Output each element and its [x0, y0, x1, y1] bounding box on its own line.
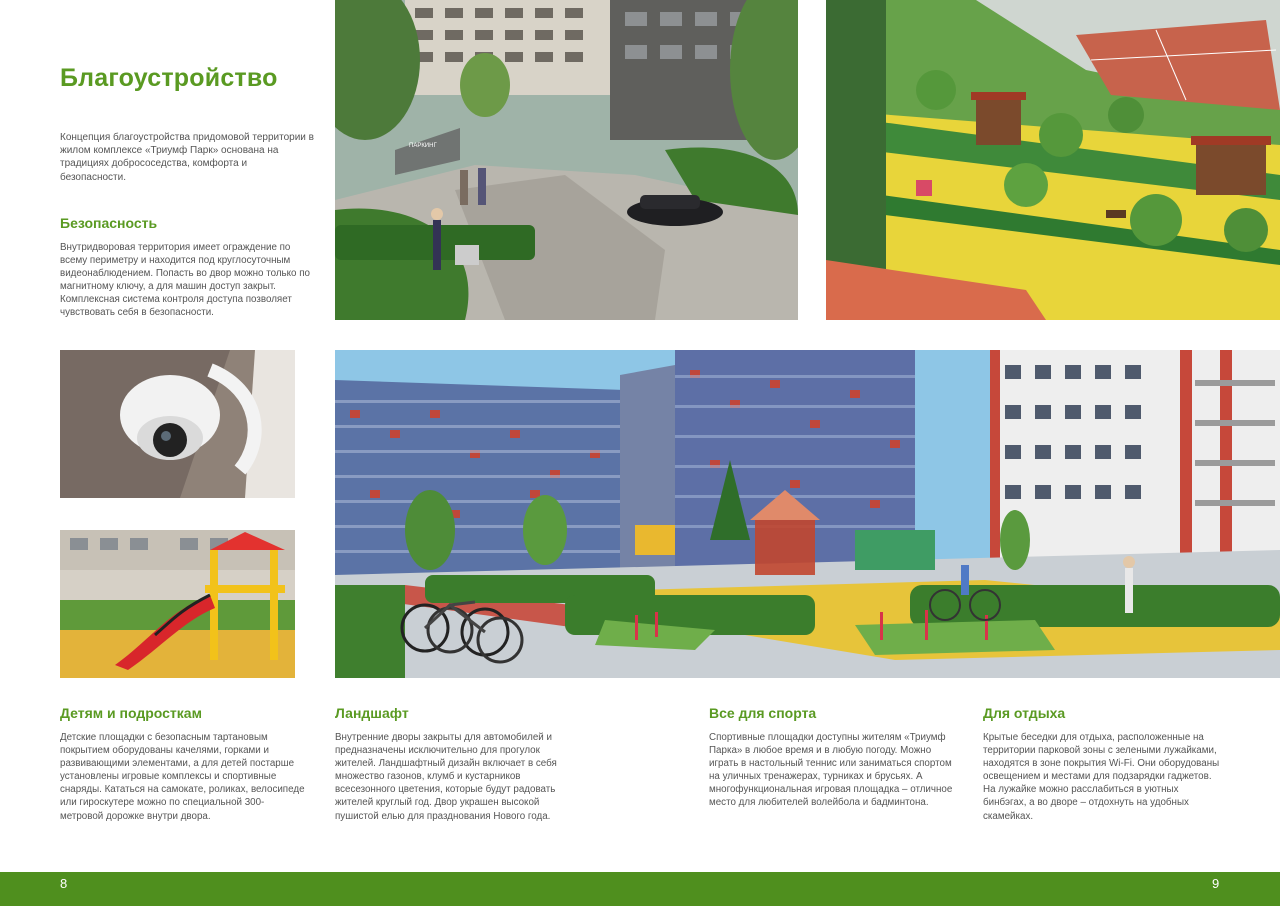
sport-title: Все для спорта: [709, 705, 817, 721]
rest-title: Для отдыха: [983, 705, 1066, 721]
entrance-gate-photo: [335, 0, 798, 320]
aerial-courtyard-photo: [826, 0, 1280, 320]
footer-bar: [0, 872, 1280, 906]
page-number-right: 9: [1212, 876, 1220, 891]
rest-text: Крытые беседки для отдыха, расположенные на территории парковой зоны с зелеными лужайками, находятся в зоне покрытия Wi-Fi. Они оборудованы освещением и местами для подзарядки гаджетов. На лужайке можно расслабиться в уютных бинбэгах, а во дворе – отдохнуть на удобных скамейках.: [983, 732, 1220, 822]
security-text: Внутридворовая территория имеет ограждение по всему периметру и находится под круглосуточным видеонаблюдением. Попасть во двор можно только по магнитному ключу, а для машин доступ закрыт. Комплексная система контроля доступа позволяет чувствовать себя в безопасности.: [60, 242, 310, 319]
cctv-camera-photo: [60, 350, 295, 498]
page-title: Благоустройство: [60, 64, 278, 92]
intro-text: Концепция благоустройства придомовой территории в жилом комплексе «Триумф Парк» основана на традициях добрососедства, комфорта и безопасности.: [60, 132, 314, 183]
courtyard-panorama-photo: [335, 350, 1280, 678]
kids-text: Детские площадки с безопасным тартановым покрытием оборудованы качелями, горками и развивающими элементами, а для детей постарше установлены игровые комплексы и спортивные снаряды. Кататься на самокате, роликах, велосипеде или гироскутере можно по специальной 300-метровой дорожке внутри двора.: [60, 732, 305, 822]
security-title: Безопасность: [60, 215, 158, 231]
sport-text: Спортивные площадки доступны жителям «Триумф Парка» в любое время и в любую погоду. Можно играть в настольный теннис или заниматься спортом на уличных тренажерах, турниках и брусьях. А многофункциональная игровая площадка – отличное место для любителей волейбола и бадминтона.: [709, 732, 953, 809]
playground-slide-photo: [60, 530, 295, 678]
landscape-title: Ландшафт: [335, 705, 409, 721]
entrance-sign: ПАРКИНГ: [409, 143, 437, 149]
landscape-text: Внутренние дворы закрыты для автомобилей и предназначены исключительно для прогулок жителей. Ландшафтный дизайн включает в себя множество газонов, клумб и кустарников всесезонного цветения, которые будут радовать жителей круглый год. Двор украшен высокой пушистой елью для празднования Нового года.: [335, 732, 557, 822]
page-number-left: 8: [60, 876, 68, 891]
kids-title: Детям и подросткам: [60, 705, 202, 721]
